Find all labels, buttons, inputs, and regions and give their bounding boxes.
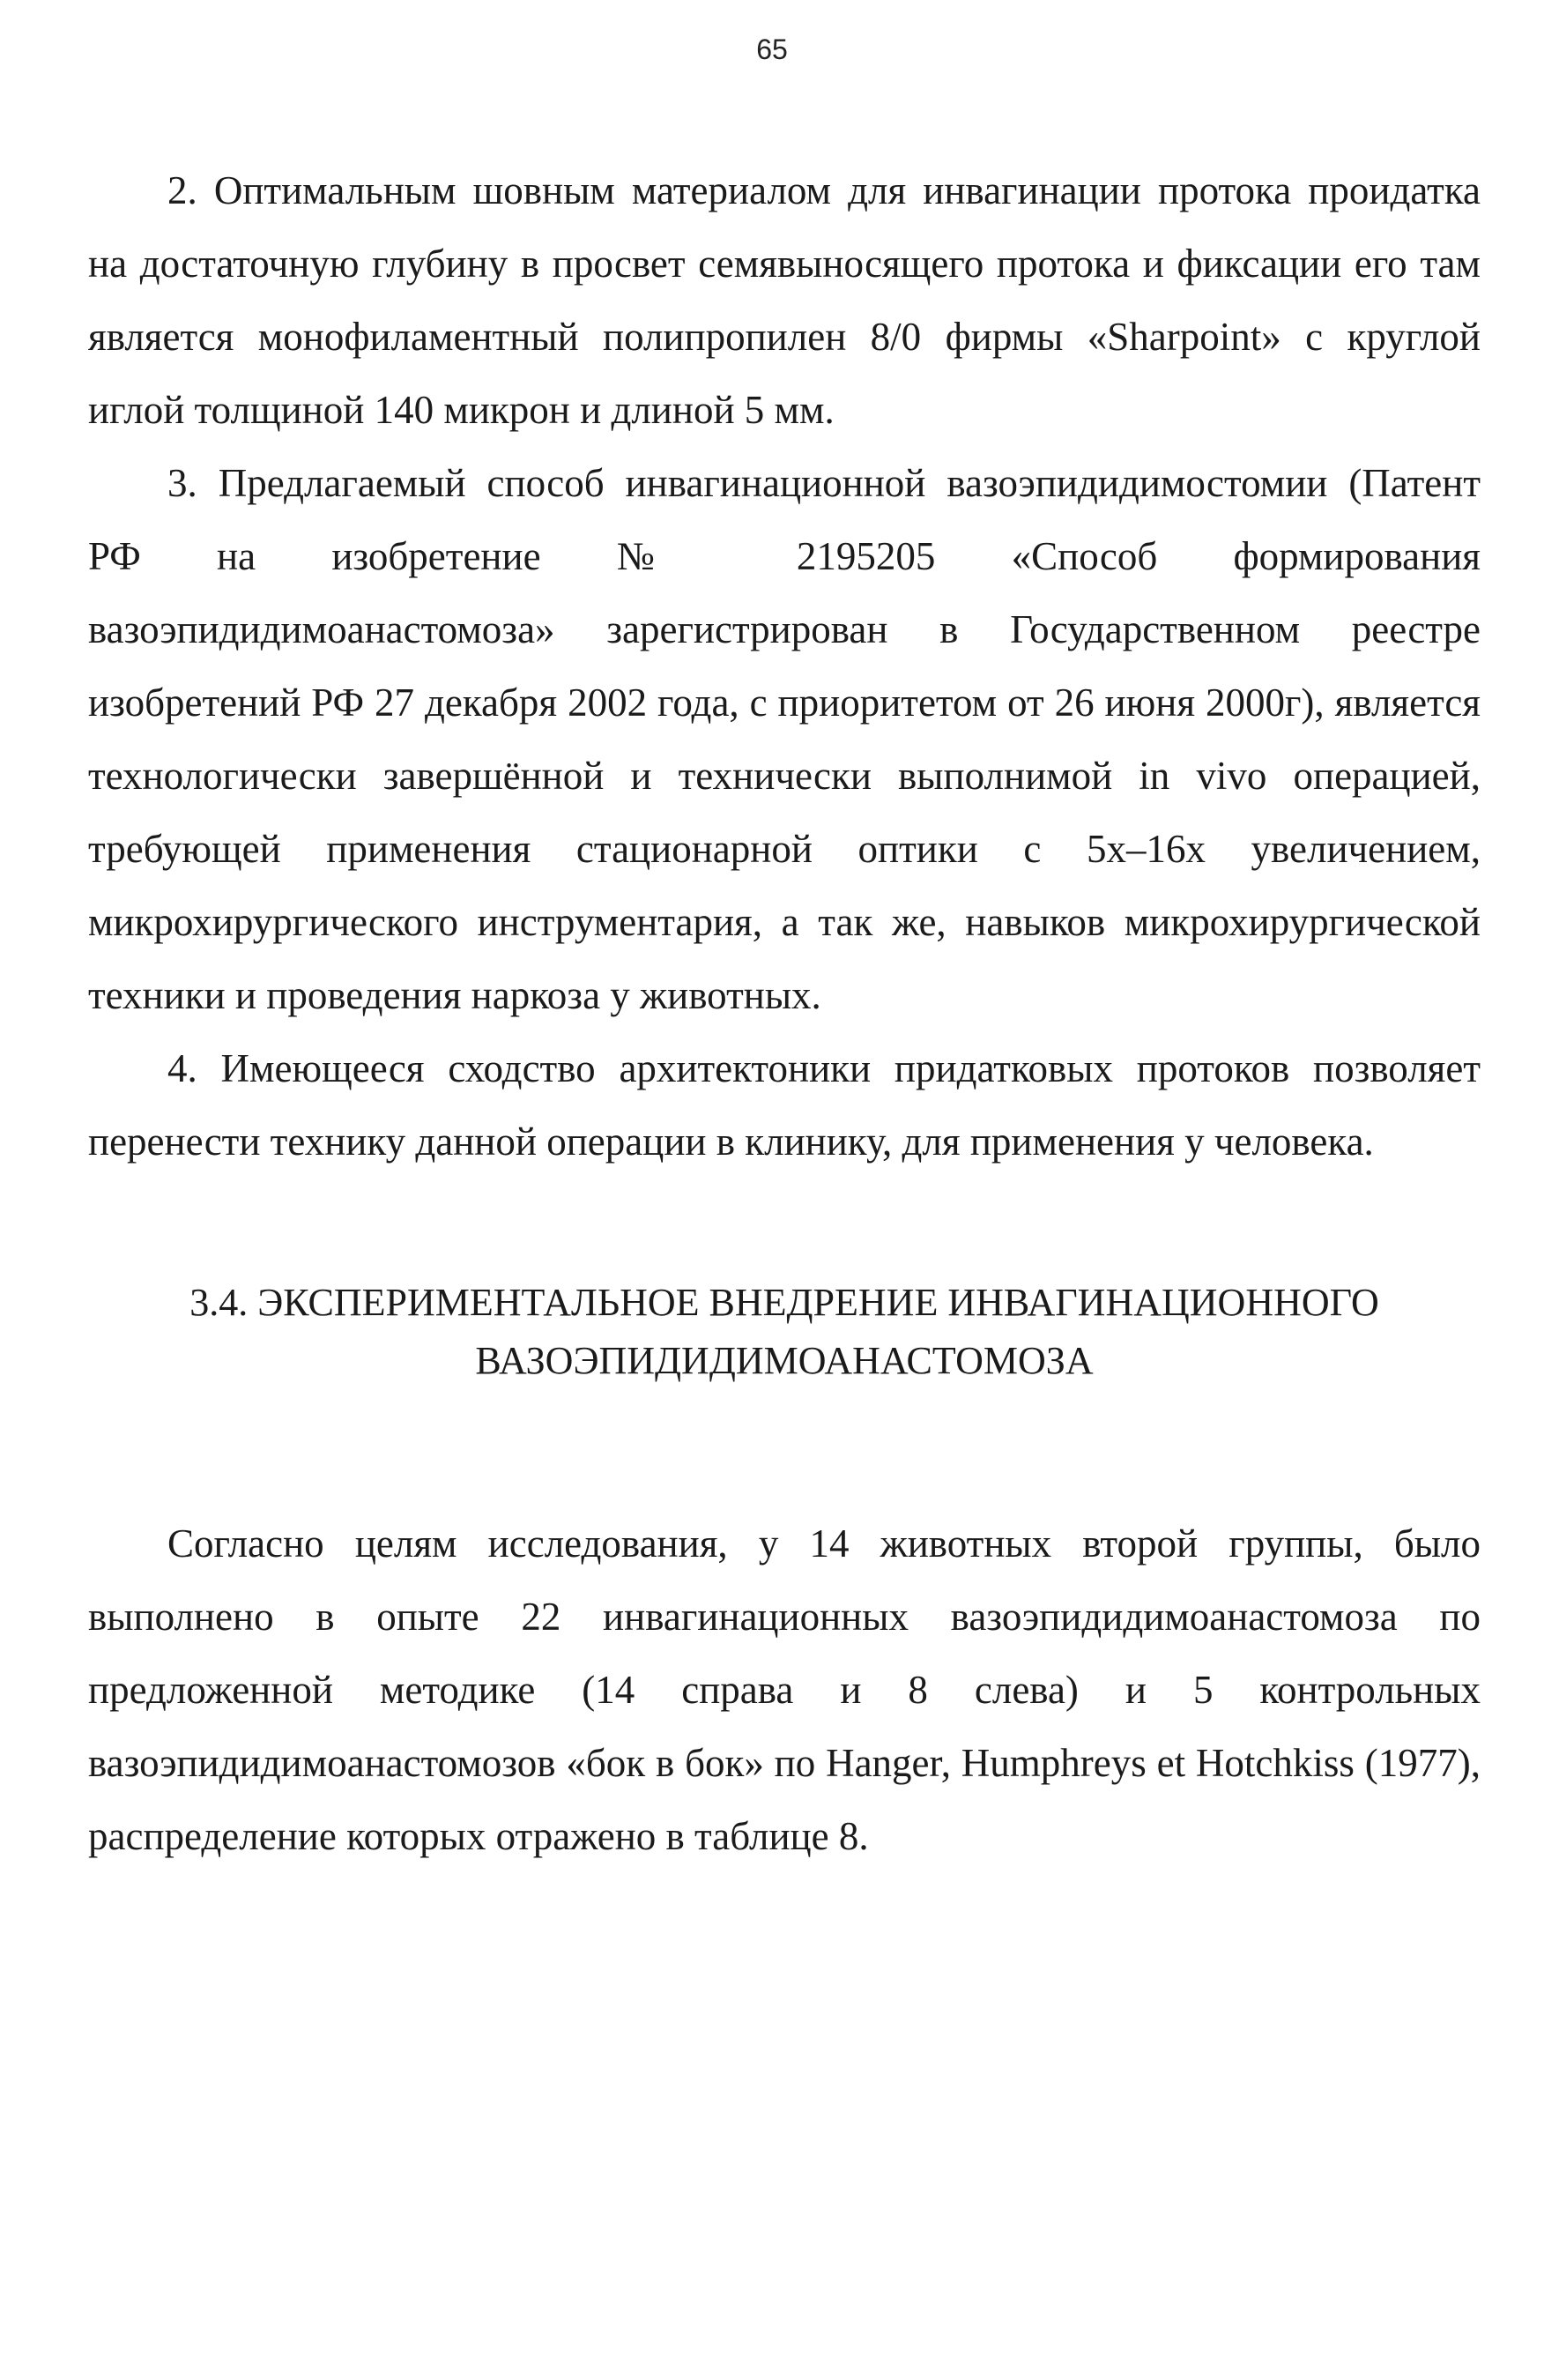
section-heading-line-1: 3.4. ЭКСПЕРИМЕНТАЛЬНОЕ ВНЕДРЕНИЕ ИНВАГИНАЦИОННОГО: [189, 1281, 1379, 1324]
conclusions-block: [88, 154, 1481, 1179]
paragraph-conclusion-3: 3. Предлагаемый способ инвагинационной вазоэпидидимостомии (Патент РФ на изобретение № 2195205 «Способ формирования вазоэпидидимоанастомоза» зарегистрирован в Государственном реестре изобретений РФ 27 декабря 2002 года, с приоритетом от 26 июня 2000г), является технологически завершённой и технически выполнимой in vivo операцией, требующей применения стационарной оптики с 5х–16х увеличением, микрохирургического инструментария, а так же, навыков микрохирургической техники и проведения наркоза у животных.: [88, 461, 1481, 1017]
paragraph-section-intro: Согласно целям исследования, у 14 животных второй группы, было выполнено в опыте 22 инвагинационных вазоэпидидимоанастомоза по предложенной методике (14 справа и 8 слева) и 5 контрольных вазоэпидидимоанастомозов «бок в бок» по Hanger, Humphreys et Hotchkiss (1977), распределение которых отражено в таблице 8.: [88, 1521, 1481, 1858]
section-heading-line-2: ВАЗОЭПИДИДИМОАНАСТОМОЗА: [475, 1339, 1094, 1382]
page-number: 65: [756, 33, 788, 65]
paragraph-conclusion-4: 4. Имеющееся сходство архитектоники придатковых протоков позволяет перенести технику данной операции в клинику, для применения у человека.: [88, 1046, 1481, 1164]
paragraph-conclusion-2: 2. Оптимальным шовным материалом для инвагинации протока проидатка на достаточную глубину в просвет семявыносящего протока и фиксации его там является монофиламентный полипропилен 8/0 фирмы «Sharpoint» с круглой иглой толщиной 140 микрон и длиной 5 мм.: [88, 168, 1481, 432]
section-heading: [88, 1274, 1481, 1390]
section-body: [88, 1507, 1481, 1873]
